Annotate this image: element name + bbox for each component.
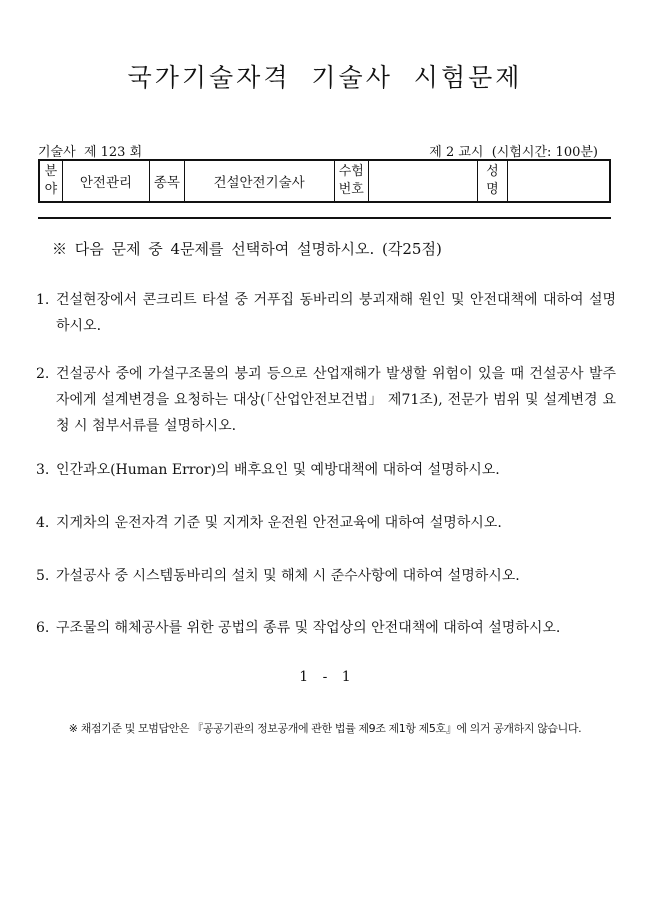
exam-number-value [369,160,478,202]
question-4 [36,510,616,536]
question-number: 4. [36,515,50,531]
page-title: 국가기술자격 기술사 시험문제 [127,63,523,92]
question-number: 2. [36,366,50,382]
exam-session: 제 2 교시 (시험시간: 100분) [429,145,598,160]
exam-number-label: 수험 번호 [334,160,369,202]
page-number: 1 - 1 [299,669,351,685]
question-number: 1. [36,292,50,308]
question-number: 3. [36,462,50,478]
field-label: 분 야 [39,160,62,202]
instruction-text: ※ 다음 문제 중 4문제를 선택하여 설명하시오. (각25점) [52,240,442,258]
exam-info-table [38,159,611,203]
name-label: 성 명 [477,160,508,202]
question-6 [36,615,616,641]
question-text: 건설공사 중에 가설구조물의 붕괴 등으로 산업재해가 발생할 위험이 있을 때 건설공사 발주자에게 설계변경을 요청하는 대상(「산업안전보건법」 제71조), 전문가 범위 및 설계변경 요청 시 첨부서류를 설명하시오. [56,366,616,434]
category-value: 건설안전기술사 [184,160,334,202]
exam-round: 기술사 제 123 회 [38,145,143,160]
question-text: 인간과오(Human Error)의 배후요인 및 예방대책에 대하여 설명하시오. [56,462,500,478]
question-text: 가설공사 중 시스템동바리의 설치 및 해체 시 준수사항에 대하여 설명하시오. [56,568,520,584]
header-divider [38,217,611,219]
question-1 [36,287,616,339]
question-3 [36,457,616,483]
question-number: 6. [36,620,50,636]
field-value: 안전관리 [62,160,149,202]
question-text: 지게차의 운전자격 기준 및 지게차 운전원 안전교육에 대하여 설명하시오. [56,515,502,531]
question-5 [36,563,616,589]
category-label: 종목 [150,160,185,202]
question-text: 구조물의 해체공사를 위한 공법의 종류 및 작업상의 안전대책에 대하여 설명하시오. [56,620,561,636]
question-number: 5. [36,568,50,584]
question-2 [36,361,616,439]
question-text: 건설현장에서 콘크리트 타설 중 거푸집 동바리의 붕괴재해 원인 및 안전대책에 대하여 설명하시오. [56,292,616,334]
name-value [508,160,610,202]
footer-notice: ※ 채점기준 및 모범답안은 『공공기관의 정보공개에 관한 법률 제9조 제1항 제5호』에 의거 공개하지 않습니다. [68,722,582,735]
